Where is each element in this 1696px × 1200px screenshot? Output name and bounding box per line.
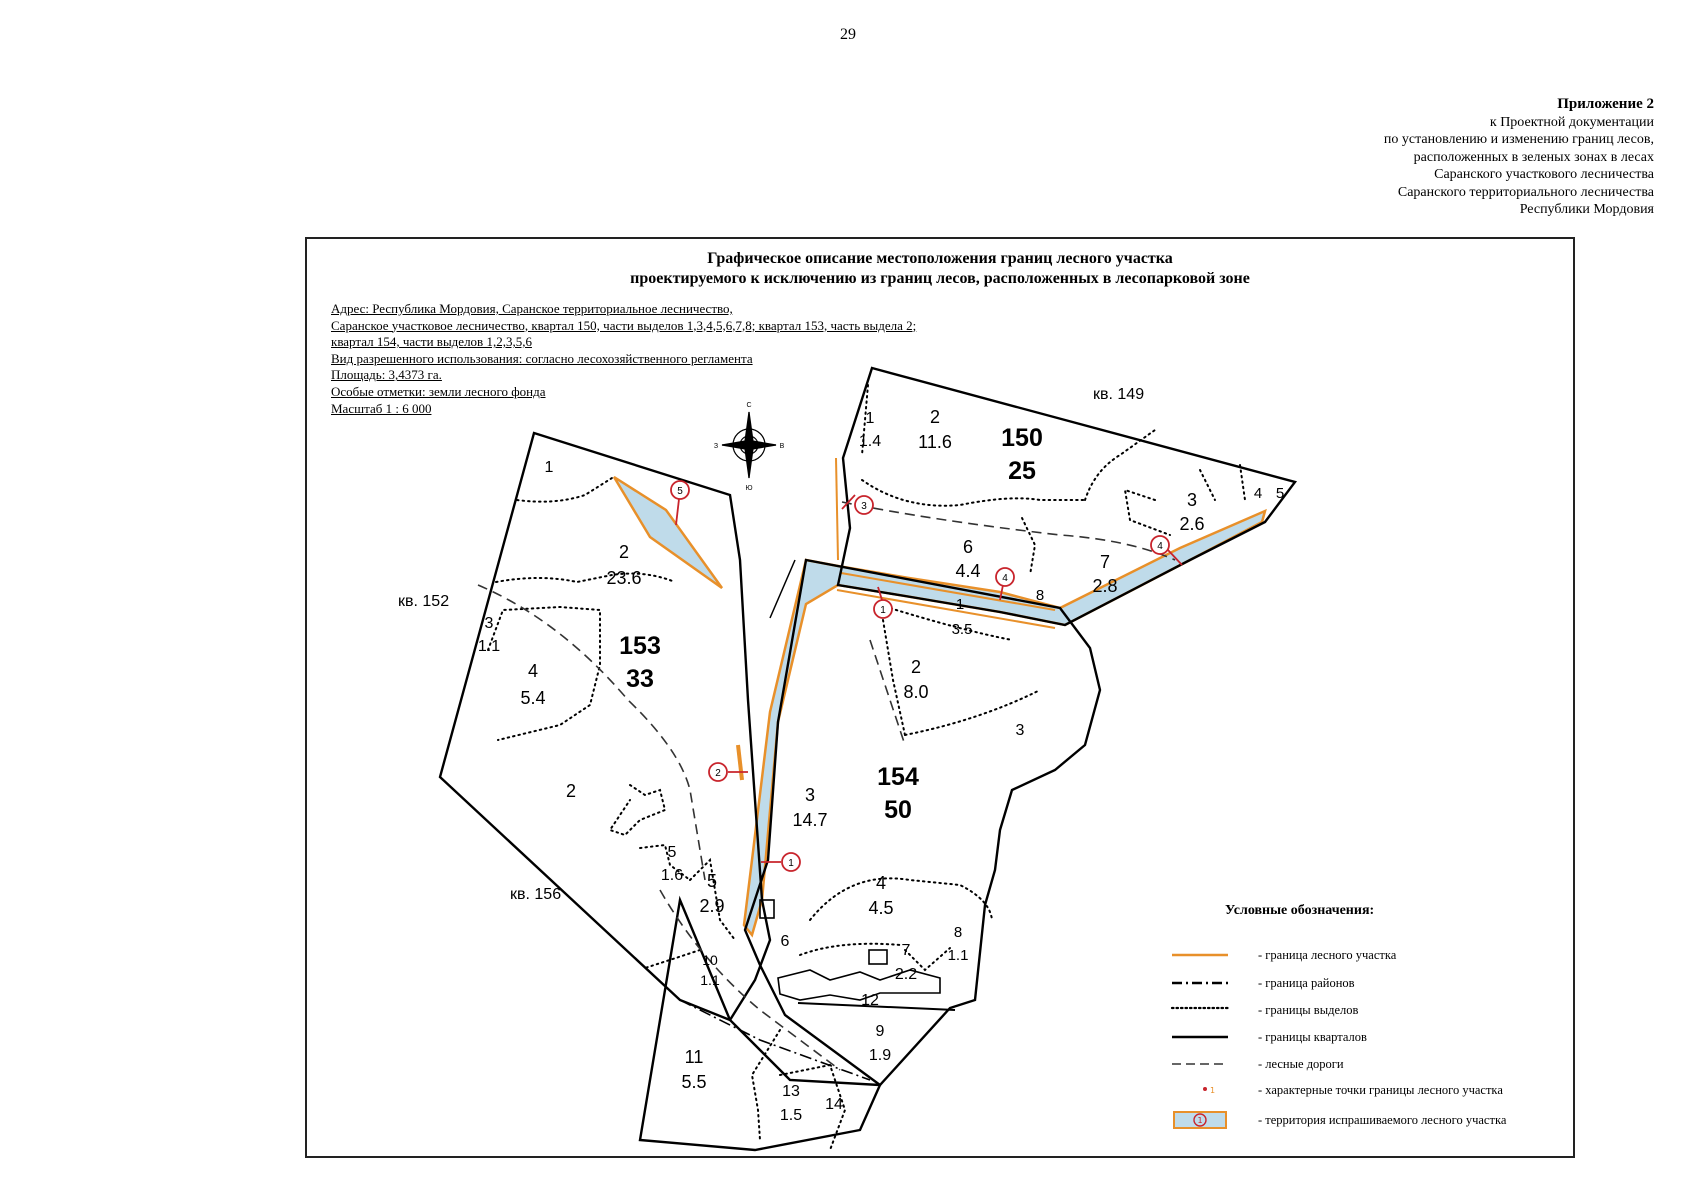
plot-number: 8 bbox=[1035, 587, 1045, 604]
marker-label: 5 bbox=[677, 486, 683, 497]
plot-number: 1 bbox=[955, 596, 965, 613]
legend-district-symbol bbox=[1170, 973, 1248, 993]
legend-label: - граница районов bbox=[1258, 975, 1355, 990]
legend-point-symbol bbox=[1170, 1080, 1248, 1100]
neighbor-label: кв. 149 bbox=[1093, 386, 1145, 403]
legend-title: Условные обозначения: bbox=[1225, 903, 1375, 918]
buildings bbox=[760, 900, 940, 1000]
plot-area: 1.1 bbox=[477, 638, 501, 655]
plot-area: 1.6 bbox=[660, 867, 684, 884]
legend-boundary-symbol bbox=[1170, 945, 1248, 965]
legend-label: - границы кварталов bbox=[1258, 1029, 1367, 1044]
neighbor-label: кв. 156 bbox=[510, 886, 562, 903]
plot-area: 2.9 bbox=[699, 896, 725, 916]
plot-area: 4.4 bbox=[955, 561, 981, 581]
svg-text:1: 1 bbox=[1197, 1116, 1203, 1125]
legend-label: - характерные точки границы лесного участка bbox=[1258, 1082, 1503, 1097]
plot-area: 23.6 bbox=[606, 568, 642, 588]
plot-number: 14 bbox=[825, 1096, 843, 1113]
neighbor-label: кв. 152 bbox=[398, 593, 450, 610]
quarter-number: 153 bbox=[619, 632, 661, 660]
plot-number: 5 bbox=[706, 871, 718, 891]
legend-row bbox=[1170, 1027, 1367, 1047]
plot-area: 14.7 bbox=[792, 810, 828, 830]
plot-number: 4 bbox=[527, 661, 539, 681]
compass-rose bbox=[722, 412, 776, 478]
road-edge bbox=[770, 560, 795, 618]
info-notes: Особые отметки: земли лесного фонда bbox=[331, 383, 546, 399]
legend-quarter-symbol bbox=[1170, 1027, 1248, 1047]
info-area: Площадь: 3,4373 га. bbox=[331, 367, 442, 383]
plot-number: 7 bbox=[901, 942, 911, 959]
plot-number: 5 bbox=[667, 844, 677, 861]
info-address: Адрес: Республика Мордовия, Саранское территориальное лесничество, bbox=[331, 301, 733, 316]
legend-label: - граница лесного участка bbox=[1258, 947, 1397, 962]
plot-number: 7 bbox=[1099, 552, 1111, 572]
plot-number: 1 bbox=[544, 459, 554, 476]
plot-area: 4.5 bbox=[868, 898, 894, 918]
info-address: Саранское участковое лесничество, квартал 150, части выделов 1,3,4,5,6,7,8; квартал 153, часть выдела 2; bbox=[331, 317, 917, 333]
info-usage: Вид разрешенного использования: согласно лесохозяйственного регламента bbox=[331, 350, 753, 366]
appendix-line: Республики Мордовия bbox=[1519, 202, 1654, 217]
legend-row bbox=[1170, 973, 1355, 993]
quarter-area: 25 bbox=[1008, 457, 1036, 485]
plot-area: 2.6 bbox=[1179, 514, 1205, 534]
appendix-line: Саранского участкового лесничества bbox=[1434, 167, 1654, 182]
map-title-line: Графическое описание местоположения границ лесного участка bbox=[707, 250, 1173, 267]
legend-row bbox=[1170, 1054, 1344, 1074]
plot-number: 3 bbox=[804, 785, 816, 805]
plot-number: 13 bbox=[782, 1083, 800, 1100]
plot-number: 3 bbox=[484, 615, 494, 632]
plot-number: 5 bbox=[1275, 485, 1285, 502]
legend-row bbox=[1170, 1110, 1506, 1130]
legend-row bbox=[1170, 945, 1396, 965]
plot-area: 2.8 bbox=[1092, 576, 1118, 596]
svg-text:1: 1 bbox=[1210, 1086, 1216, 1095]
appendix-line: к Проектной документации bbox=[1489, 114, 1654, 130]
plot-area: 1.5 bbox=[779, 1107, 803, 1124]
compass-n: С bbox=[746, 402, 752, 409]
marker-label: 4 bbox=[1002, 573, 1008, 584]
plot-number: 11 bbox=[684, 1047, 704, 1067]
legend-plot-symbol bbox=[1170, 1000, 1248, 1020]
plot-number: 4 bbox=[875, 873, 887, 893]
marker-label: 3 bbox=[861, 501, 867, 512]
map-title-line: проектируемого к исключению из границ лесов, расположенных в лесопарковой зоне bbox=[630, 270, 1250, 287]
appendix-line: по установлению и изменению границ лесов, bbox=[1383, 132, 1654, 147]
legend-label: - территория испрашиваемого лесного участка bbox=[1258, 1112, 1507, 1127]
marker-labels bbox=[677, 486, 1163, 869]
page-number: 29 bbox=[840, 26, 856, 43]
plot-number: 9 bbox=[875, 1023, 885, 1040]
plot-area: 8.0 bbox=[903, 682, 929, 702]
plot-area: 1.9 bbox=[868, 1047, 892, 1064]
plot-number: 8 bbox=[953, 924, 963, 941]
marker-label: 1 bbox=[788, 858, 794, 869]
plot-area: 11.6 bbox=[918, 432, 952, 452]
legend-road-symbol bbox=[1170, 1054, 1248, 1074]
plot-number: 1 bbox=[865, 410, 875, 427]
compass-w: З bbox=[713, 443, 719, 450]
plot-number: 3 bbox=[1186, 490, 1198, 510]
plot-number: 2 bbox=[910, 657, 922, 677]
boundary-line bbox=[836, 458, 838, 560]
plot-number: 3 bbox=[1015, 722, 1025, 739]
legend-row bbox=[1170, 1080, 1503, 1100]
legend-label: - лесные дороги bbox=[1258, 1056, 1344, 1071]
quarter-area: 50 bbox=[884, 796, 912, 824]
boundary-line bbox=[738, 745, 742, 780]
plot-area: 1.1 bbox=[700, 972, 720, 988]
info-scale: Масштаб 1 : 6 000 bbox=[331, 400, 432, 416]
quarter-area: 33 bbox=[626, 665, 654, 693]
plot-number: 6 bbox=[962, 537, 974, 557]
appendix-line: Саранского территориального лесничества bbox=[1397, 184, 1654, 200]
plot-number: 12 bbox=[861, 992, 879, 1009]
plot-area: 5.5 bbox=[681, 1072, 707, 1092]
compass-e: В bbox=[779, 443, 785, 450]
marker-label: 4 bbox=[1157, 541, 1163, 552]
appendix-title: Приложение 2 bbox=[1557, 96, 1654, 112]
quarter-153-outline bbox=[440, 433, 770, 1020]
legend-territory-symbol bbox=[1170, 1110, 1248, 1130]
legend-label: - границы выделов bbox=[1258, 1002, 1359, 1017]
info-address: квартал 154, части выделов 1,2,3,5,6 bbox=[331, 334, 532, 350]
plot-number: 2 bbox=[618, 542, 630, 562]
plot-area: 3.5 bbox=[951, 621, 973, 638]
appendix-line: расположенных в зеленых зонах в лесах bbox=[1413, 149, 1654, 165]
plot-number: 4 bbox=[1253, 485, 1263, 502]
plot-area: 5.4 bbox=[520, 688, 546, 708]
quarter-number: 154 bbox=[877, 763, 919, 791]
plot-area: 1.4 bbox=[858, 433, 882, 450]
plot-area: 2.2 bbox=[894, 966, 918, 983]
marker-label: 2 bbox=[715, 768, 721, 779]
legend-row bbox=[1170, 1000, 1358, 1020]
marker-label: 1 bbox=[880, 605, 886, 616]
plot-area: 1.1 bbox=[947, 947, 969, 964]
quarter-boundaries bbox=[440, 368, 1295, 1150]
plot-number: 10 bbox=[702, 952, 718, 968]
plot-number: 2 bbox=[929, 407, 941, 427]
plot-number: 6 bbox=[780, 933, 790, 950]
quarter-number: 150 bbox=[1001, 424, 1043, 452]
compass-s: Ю bbox=[745, 485, 753, 492]
plot-number: 2 bbox=[565, 781, 577, 801]
